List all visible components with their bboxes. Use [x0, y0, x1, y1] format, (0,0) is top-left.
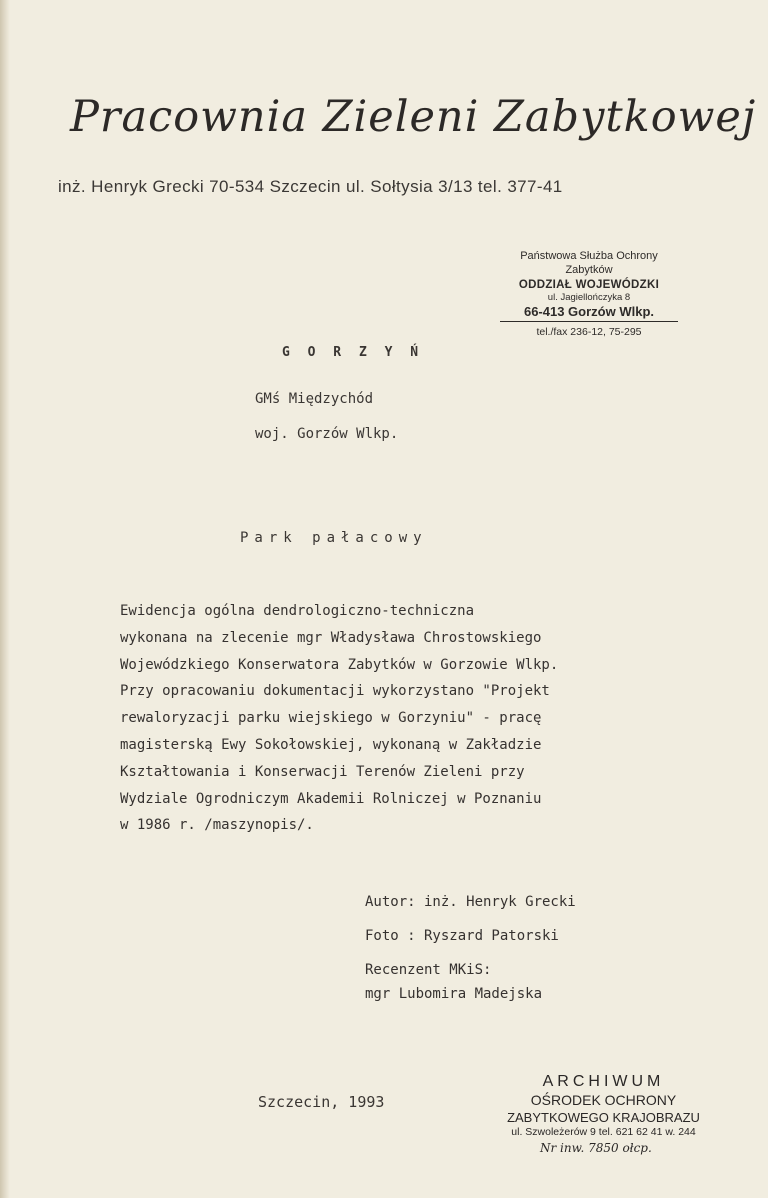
reviewer-name: mgr Lubomira Madejska — [365, 986, 543, 1002]
stamp-line-street: ul. Jagiellończyka 8 — [547, 291, 631, 303]
letterhead-address: inż. Henryk Grecki 70-534 Szczecin ul. Sołtysia 3/13 tel. 377-41 — [58, 177, 563, 196]
inventory-number: Nr inw. 7850 ołcp. — [540, 1140, 652, 1155]
archive-stamp — [496, 1072, 711, 1156]
document-subject: Park pałacowy — [240, 530, 428, 546]
received-stamp — [500, 250, 678, 339]
body-line: magisterską Ewy Sokołowskiej, wykonaną w Zakładzie — [120, 736, 542, 753]
reviewer-label: Recenzent MKiS: — [365, 962, 492, 978]
body-line: w 1986 r. /maszynopis/. — [120, 817, 314, 834]
place-and-date: Szczecin, 1993 — [258, 1093, 385, 1111]
stamp-line-department: ODDZIAŁ WOJEWÓDZKI — [518, 278, 660, 291]
archive-stamp-line: ZABYTKOWEGO KRAJOBRAZU — [507, 1109, 700, 1125]
stamp-line-city: 66-413 Gorzów Wlkp. — [500, 304, 678, 322]
author-line: Autor: inż. Henryk Grecki — [365, 894, 576, 910]
place-name: G O R Z Y Ń — [282, 345, 424, 360]
credits-block — [365, 890, 576, 1006]
body-line: Przy opracowaniu dokumentacji wykorzystano "Projekt — [120, 683, 550, 700]
voivodeship-line: woj. Gorzów Wlkp. — [255, 426, 399, 442]
stamp-line-phone: tel./fax 236-12, 75-295 — [536, 326, 642, 338]
body-paragraph — [120, 598, 558, 839]
stamp-line-institution: Państwowa Służba Ochrony Zabytków — [520, 250, 658, 276]
body-line: Ewidencja ogólna dendrologiczno-techniczna — [120, 603, 475, 619]
photo-line: Foto : Ryszard Patorski — [365, 928, 559, 944]
archive-stamp-address: ul. Szwoleżerów 9 tel. 621 62 41 w. 244 — [511, 1125, 696, 1138]
body-line: wykonana na zlecenie mgr Władysława Chrostowskiego — [120, 629, 542, 646]
body-line: rewaloryzacji parku wiejskiego w Gorzyniu" - pracę — [120, 710, 542, 727]
body-line: Kształtowania i Konserwacji Terenów Zieleni przy — [120, 763, 525, 780]
body-line: Wojewódzkiego Konserwatora Zabytków w Gorzowie Wlkp. — [120, 656, 559, 673]
letterhead-title: Pracownia Zieleni Zabytkowej — [70, 92, 757, 142]
body-line: Wydziale Ogrodniczym Akademii Rolniczej w Poznaniu — [120, 790, 542, 807]
archive-stamp-line: OŚRODEK OCHRONY — [530, 1092, 677, 1108]
page-edge-shadow — [0, 0, 10, 1198]
archive-stamp-title: ARCHIWUM — [542, 1073, 665, 1090]
commune-line: GMś Międzychód — [255, 391, 374, 407]
